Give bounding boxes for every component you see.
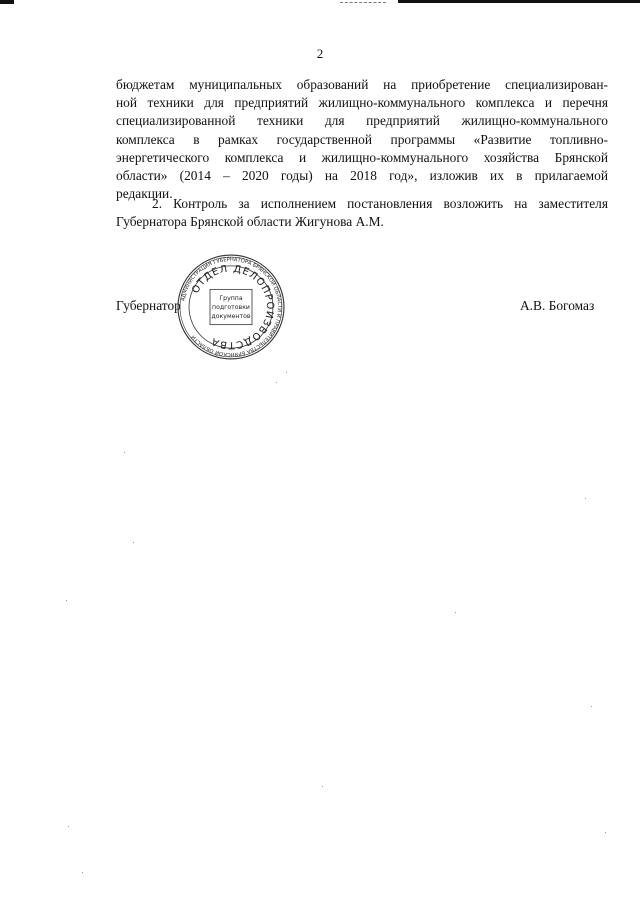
stamp-center-line: Группа: [219, 295, 243, 303]
paragraph-2: [116, 195, 608, 231]
paragraph-line: редакции.: [116, 186, 173, 202]
stamp-center-line: подготовки: [212, 304, 250, 311]
stamp-middle-text: ОТДЕЛ ДЕЛОПРОИЗВОДСТВА: [190, 263, 276, 351]
scan-artifact: [398, 0, 640, 3]
paragraph-1: [116, 76, 608, 203]
paragraph-line: Губернатора Брянской области Жигунова А.М.: [116, 214, 384, 230]
paragraph-line: специализированной техники для предприятий жилищно-коммунального: [116, 113, 608, 129]
official-stamp: [166, 253, 296, 361]
paragraph-line: области» (2014 – 2020 годы) на 2018 год», изложив их в прилагаемой: [116, 168, 608, 184]
paragraph-line: энергетического комплекса и жилищно-коммунального хозяйства Брянской: [116, 149, 608, 165]
signature-title: Губернатор: [116, 298, 181, 313]
stamp-center-line: документов: [211, 312, 251, 320]
scan-artifact: [340, 2, 386, 3]
signature-name: А.В. Богомаз: [520, 298, 595, 313]
paragraph-line: комплекса в рамках государственной программы «Развитие топливно-: [116, 131, 608, 147]
page-number: 2: [316, 46, 324, 61]
paragraph-line: бюджетам муниципальных образований на приобретение специализирован-: [116, 77, 608, 92]
scan-artifact: [0, 0, 14, 4]
paragraph-line: 2. Контроль за исполнением постановления возложить на заместителя: [152, 196, 608, 211]
stamp-outer-text: АДМИНИСТРАЦИЯ ГУБЕРНАТОРА БРЯНСКОЙ ОБЛАСТИ И ПРАВИТЕЛЬСТВА БРЯНСКОЙ ОБЛАСТИ: [180, 256, 283, 358]
paragraph-line: ной техники для предприятий жилищно-коммунального комплекса и перечня: [116, 95, 608, 111]
